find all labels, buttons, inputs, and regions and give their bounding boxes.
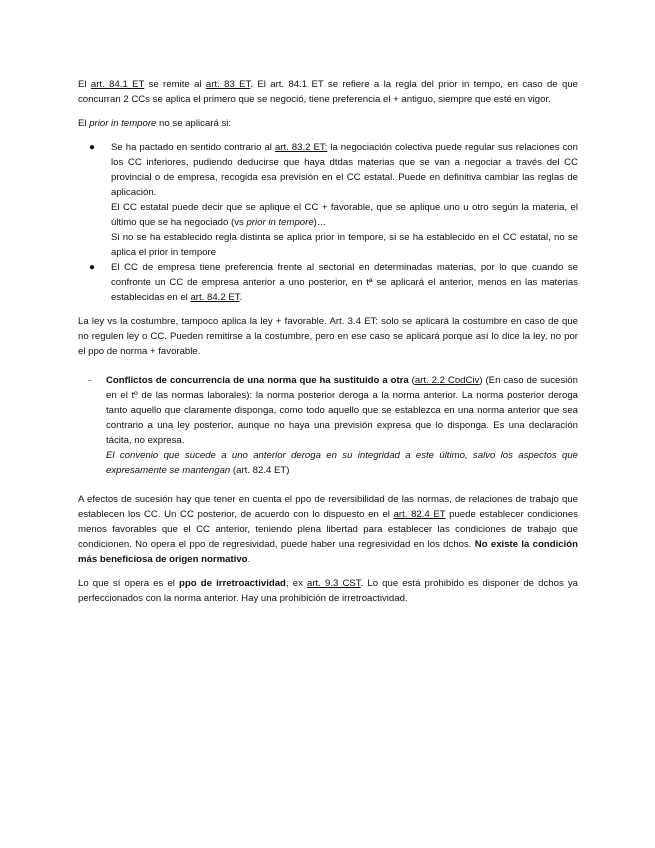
text: puede establecer condiciones menos favorables que el CC anterior, teniendo plena libertad para establecer las condiciones de trabajo que condicionen. No opera el ppo de regresividad, puede haber una regresividad en los dchos. [78, 509, 579, 550]
list-item-text [106, 448, 578, 478]
text: , ex [285, 578, 307, 589]
paragraph-sucesion [78, 492, 578, 567]
list-item-text [111, 200, 578, 230]
dash-list-item [78, 373, 578, 478]
link-art-2-2-codciv[interactable]: art. 2.2 CodCiv [414, 375, 480, 386]
link-art-83-et[interactable]: art. 83 ET [205, 79, 251, 90]
link-art-83-2-et[interactable]: art. 83.2 ET: [274, 142, 328, 153]
list-item [78, 140, 578, 260]
text: no se aplicará si: [156, 118, 232, 129]
text: la negociación colectiva puede regular sus relaciones con los CC inferiores, pudiendo deducirse que haya dtdas materias que se van a negociar a través del CC provincial o de empresa, recogida esa previsión en el CC estatal. Puede en definitiva cambiar las reglas de aplicación. [111, 142, 578, 198]
bullet-icon: ● [89, 142, 96, 153]
text: . Lo que está prohibido es disponer de dchos ya perfeccionados con la norma anterior. Hay una prohibición de irretroactividad. [78, 578, 579, 604]
paragraph-not-applied [78, 116, 578, 131]
text: Se ha pactado en sentido contrario al [111, 142, 275, 153]
link-art-9-3-cst[interactable]: art. 9.3 CST [307, 578, 361, 589]
text: Lo que sí opera es el [78, 578, 180, 589]
text: El CC estatal puede decir que se aplique el CC + favorable, que se aplique uno u otro según la materia, el último que se ha negociado (vs [111, 202, 578, 228]
text: A efectos de sucesión hay que tener en cuenta el ppo de reversibilidad de las normas, de relaciones de trabajo que establecen los CC. Un CC posterior, de acuerdo con lo dispuesto en el [78, 494, 578, 520]
text: . El art. 84.1 ET se refiere a la regla del prior in tempo, en caso de que concurran 2 CCs se aplica el primero que se negoció, tiene preferencia el + antiguo, siempre que esté en vigor. [78, 79, 578, 105]
bullet-icon: ● [89, 262, 96, 273]
paragraph-irretroactividad [78, 576, 578, 606]
bold-text: Conflictos de concurrencia de una norma que ha sustituido a otra [106, 375, 409, 386]
dash-marker: - [88, 375, 92, 386]
list-item-text: Si no se ha establecido regla distinta se aplica prior in tempore, si se ha establecido en el CC estatal, no se aplica el prior in tempore [111, 232, 578, 258]
link-art-84-1-et[interactable]: art. 84.1 ET [90, 79, 145, 90]
text: . [239, 292, 243, 303]
text: El [78, 79, 91, 90]
document-body [78, 77, 578, 615]
text: El CC de empresa tiene preferencia frente al sectorial en determinadas materias, por lo que cuando se confronte un CC de empresa anterior a uno posterior, en tª se aplicará el anterior, menos en las materias establecidas en el [111, 262, 578, 303]
paragraph-prior-in-tempo [78, 77, 578, 107]
link-art-84-2-et[interactable]: art. 84.2 ET [190, 292, 240, 303]
list-item [78, 260, 578, 305]
italic-text: prior in tempore [246, 217, 314, 228]
text: . [247, 554, 251, 565]
list-item-text [111, 260, 578, 305]
bold-text: No existe la condición más beneficiosa de origen normativo [78, 539, 578, 565]
link-art-82-4-et[interactable]: art. 82.4 ET [393, 509, 446, 520]
list-item-text [106, 373, 578, 448]
text: El [78, 118, 90, 129]
bold-text: ppo de irretroactividad [179, 578, 286, 589]
text: se remite al [144, 79, 206, 90]
italic-text: prior in tempore [89, 118, 157, 129]
paragraph-ley-costumbre: La ley vs la costumbre, tampoco aplica la ley + favorable. Art. 3.4 ET: solo se aplicará la costumbre en caso de que no regulen ley o CC. Pueden remitirse a la costumbre, pero en ese caso se aplicará porque así lo dice la ley, no por el ppo de norma + favorable. [78, 316, 578, 357]
italic-text: El convenio que sucede a uno anterior deroga en su integridad a este último, salvo los aspectos que expresamente se mantengan [106, 450, 578, 476]
text: )… [313, 217, 327, 228]
text: ) (En caso de sucesión en el tº de las normas laborales): la norma posterior deroga a la norma anterior. La norma posterior deroga tanto aquello que claramente disponga, como todo aquello que se establezca en una norma anterior que sea contrario a una ley posterior, aunque no haya una previsión expresa que lo disponga. Es una declaración tácita, no expresa. [106, 375, 578, 446]
text: ( [408, 375, 415, 386]
exceptions-list [78, 140, 578, 305]
text: (art. 82.4 ET) [230, 465, 290, 476]
list-item-text [111, 140, 578, 200]
